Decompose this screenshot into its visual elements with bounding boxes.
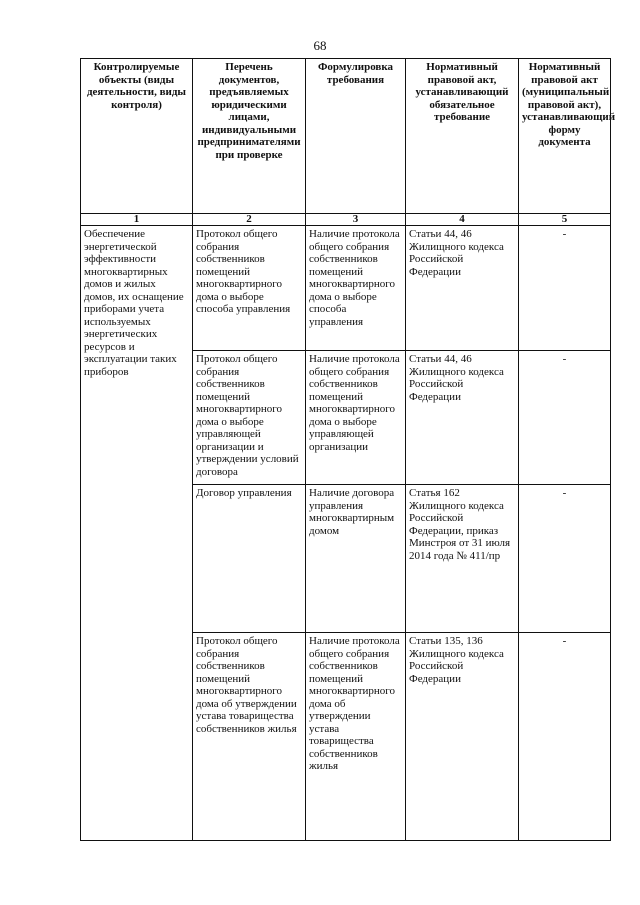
documents-cell: Протокол общего собрания собственников помещений многоквартирного дома о выборе способа управления [193, 226, 306, 351]
documents-cell: Протокол общего собрания собственников помещений многоквартирного дома об утверждении устава товарищества собственников жилья [193, 633, 306, 841]
requirement-cell: Наличие протокола общего собрания собственников помещений многоквартирного дома об утверждении устава товарищества собственников жилья [306, 633, 406, 841]
column-number: 1 [81, 214, 193, 226]
act-cell: Статья 162 Жилищного кодекса Российской Федерации, приказ Минстроя от 31 июля 2014 года № 411/пр [406, 485, 519, 633]
documents-cell: Договор управления [193, 485, 306, 633]
header-row [81, 59, 611, 214]
column-number: 5 [519, 214, 611, 226]
header-controlled-objects: Контролируемые объекты (виды деятельности, виды контроля) [81, 59, 193, 214]
header-form-act: Нормативный правовой акт (муниципальный правовой акт), устанавливающий форму документа [519, 59, 611, 214]
column-number: 2 [193, 214, 306, 226]
header-normative-act: Нормативный правовой акт, устанавливающий обязательное требование [406, 59, 519, 214]
requirement-cell: Наличие договора управления многоквартирным домом [306, 485, 406, 633]
page-number: 68 [313, 38, 327, 53]
form-act-cell: - [519, 485, 611, 633]
header-documents: Перечень документов, предъявляемых юридическими лицами, индивидуальными предпринимателями при проверке [193, 59, 306, 214]
form-act-cell: - [519, 633, 611, 841]
act-cell: Статьи 44, 46 Жилищного кодекса Российской Федерации [406, 351, 519, 485]
header-requirement: Формулировка требования [306, 59, 406, 214]
controlled-object-cell: Обеспечение энергетической эффективности многоквартирных домов и жилых домов, их оснащение приборами учета используемых энергетических ресурсов и эксплуатации таких приборов [81, 226, 193, 841]
table-row [81, 226, 611, 351]
column-number: 3 [306, 214, 406, 226]
form-act-cell: - [519, 351, 611, 485]
requirements-table [80, 58, 616, 841]
act-cell: Статьи 135, 136 Жилищного кодекса Российской Федерации [406, 633, 519, 841]
requirement-cell: Наличие протокола общего собрания собственников помещений многоквартирного дома о выборе управляющей организации [306, 351, 406, 485]
form-act-cell: - [519, 226, 611, 351]
act-cell: Статьи 44, 46 Жилищного кодекса Российской Федерации [406, 226, 519, 351]
requirement-cell: Наличие протокола общего собрания собственников помещений многоквартирного дома о выборе способа управления [306, 226, 406, 351]
column-number-row [81, 214, 611, 226]
column-number: 4 [406, 214, 519, 226]
documents-cell: Протокол общего собрания собственников помещений многоквартирного дома о выборе управляющей организации и утверждении условий договора [193, 351, 306, 485]
